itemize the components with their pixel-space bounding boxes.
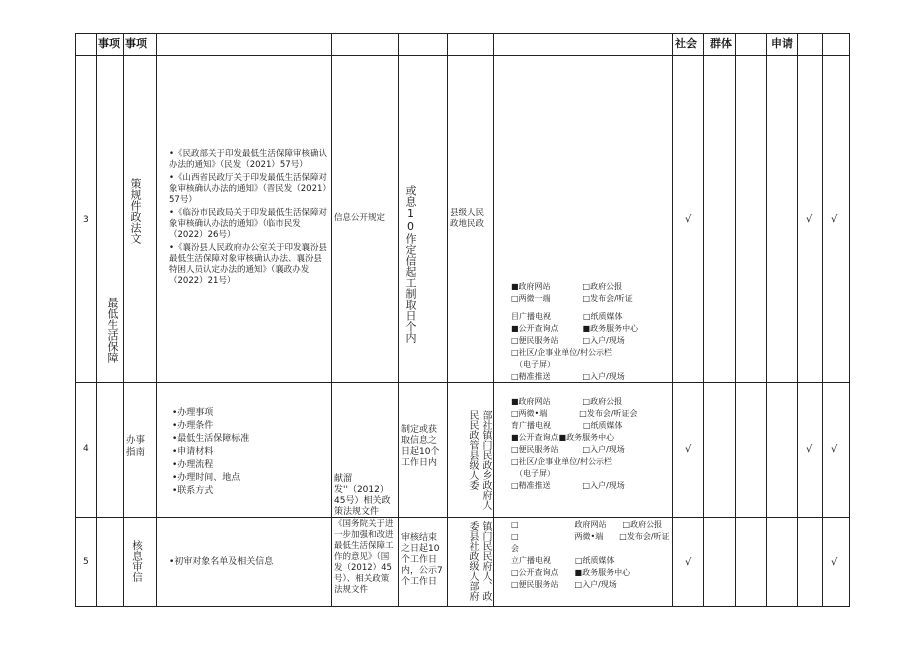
table-border [331,33,332,607]
channel-item: □ 政府网站 □政府公报 [511,520,663,529]
channel-item: □社区/企事业单位/村公示栏 [511,348,612,357]
table-border [735,33,736,607]
guide-list [172,408,322,499]
header-item: 事项 [125,37,147,50]
channel-item: □社区/企事业单位/村公示栏 [511,457,612,466]
channel-item: （电子屏） [511,469,555,478]
row-number: 5 [83,557,89,567]
header-item: 事项 [98,37,120,50]
channel-list [511,519,673,591]
table-border [156,33,157,607]
row-number: 3 [83,215,89,225]
channel-item: 目广播电视 □纸质媒体 [511,312,623,321]
guide-item: •最低生活保障标准 [172,434,250,444]
publish-basis: 《国务院关于进一步加强和改进最低生活保障工作的意见》（国发（2012）45号）、相关政策法规文件 [334,519,394,595]
publish-subject: 镇门民民府人、政委县社政级人部府 [467,521,491,601]
item-name: 核息审信 [131,540,143,582]
channel-item: 育广播电视 □纸质媒体 [511,421,623,430]
channel-item: □便民服务站 □入户/现场 [511,445,625,454]
channel-item: ■公开查询点■政务服务中心 [511,433,615,442]
publish-basis: 献溜发''（2012）45号）相关政策法规文件 [334,474,391,517]
publish-time: 审核结束之日起10个工作日内，公示7个工作日 [401,533,443,587]
publish-time: 制定或获取信息之日起10个工作日内 [401,425,440,468]
table-border [75,517,849,518]
table-border [123,33,124,607]
guide-item: •办理时间、地点 [172,473,241,483]
guide-item: •申请材料 [172,447,214,457]
check-mark: √ [806,214,813,225]
item-name: 策规件政法文 [129,178,142,244]
guide-item: •办理流程 [172,460,214,470]
check-mark: √ [685,214,692,225]
table-border [398,33,399,607]
table-border [75,55,849,56]
policy-doc-list [169,149,327,289]
channel-item: ■政府网站 □政府公报 [511,282,623,291]
channel-list [511,396,671,492]
check-mark: √ [806,444,813,455]
table-border [703,33,704,607]
publish-basis: 信息公开规定 [334,213,386,223]
info-list [169,557,327,570]
channel-item: ■公开查询点 ■政务服务中心 [511,324,639,333]
table-border [849,33,850,607]
channel-item: □便民服务站 □入户/现场 [511,580,617,589]
channel-item: 立广播电视 □纸质媒体 [511,556,615,565]
publish-subject: 县级人民政地民政 [450,208,485,229]
check-mark: √ [685,444,692,455]
channel-item: □两微•端 □发布会/听证会 [511,409,638,418]
channel-item: □ 两微•端 □发布会/听证会 [511,532,670,553]
item-name: 办事指南 [126,435,146,458]
channel-item: □便民服务站 □入户/现场 [511,336,625,345]
guide-item: •联系方式 [172,486,214,496]
table-border [822,33,823,607]
table-border [75,606,849,607]
channel-item: □精准推送 □入户/现场 [511,372,625,381]
header-group: 群体 [710,37,732,50]
policy-doc: •《临汾市民政局关于印发最低生活保障对象审核确认办法的通知》（临市民发（2022）26号） [169,208,328,240]
table-border [797,33,798,607]
channel-list [511,281,671,383]
channel-item: □公开查询点 ■政务服务中心 [511,568,631,577]
table-border [96,33,97,607]
check-mark: √ [831,444,838,455]
table-border [447,33,448,607]
table-border [75,33,76,607]
policy-doc: •《民政部关于印发最低生活保障审核确认办法的通知》（民发（2021）57号） [169,149,328,170]
channel-item: ■政府网站 □政府公报 [511,397,623,406]
channel-item: □两微一端 □发布会/听证 [511,294,633,303]
table-border [766,33,767,607]
table-border [75,382,849,383]
policy-doc: •《襄汾县人民政府办公室关于印发襄汾县最低生活保障对象审核确认办法、襄汾县特困人员认定办法的通知》（襄政办发（2022）21号） [169,243,328,286]
check-mark: √ [685,557,692,568]
guide-item: •办理事项 [172,408,214,418]
category-label: 最低生活保障 [106,297,119,363]
channel-item: □精准推送 □入户/现场 [511,481,625,490]
publish-subject: 部社镇门民政乡政府人民民政管县级人委 [467,410,491,510]
table-border [75,33,849,34]
row-number: 4 [83,444,89,454]
header-apply: 申请 [771,37,793,50]
check-mark: √ [831,557,838,568]
info-item: •初审对象名单及相关信息 [169,557,274,567]
publish-time: 或息10作定信起工制取日个内 [404,185,417,343]
check-mark: √ [831,214,838,225]
policy-doc: •《山西省民政厅关于印发最低生活保障对象审核确认办法的通知》（晋民发（2021）57号） [169,173,328,205]
channel-item: （电子屏） [511,360,555,369]
guide-item: •办理条件 [172,421,214,431]
header-society: 社会 [675,37,697,50]
table-border [493,33,494,607]
